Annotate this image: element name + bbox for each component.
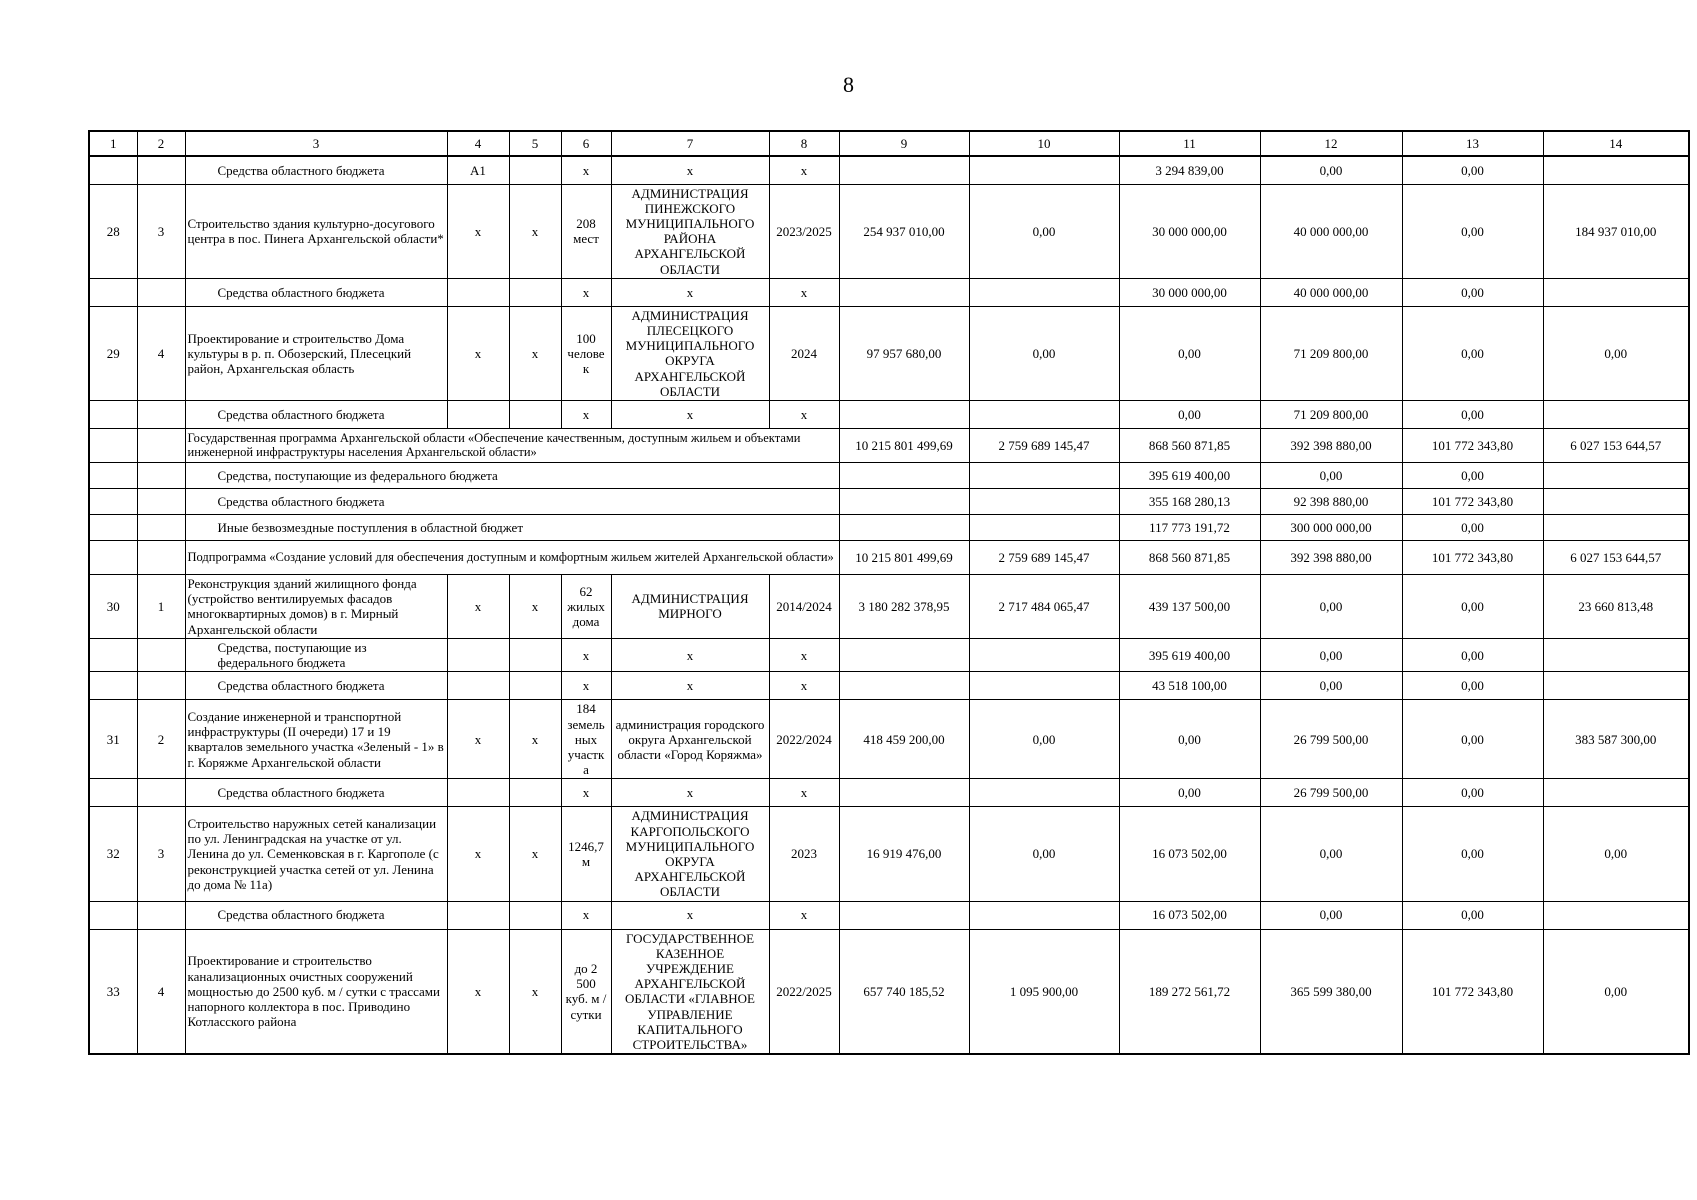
sub-number-cell — [137, 462, 185, 488]
amount-c13: 0,00 — [1402, 278, 1543, 306]
amount-c9 — [839, 672, 969, 700]
amount-c12: 0,00 — [1260, 574, 1402, 638]
amount-c10: 2 759 689 145,47 — [969, 428, 1119, 462]
capacity-cell: 184 земель ных участк а — [561, 700, 611, 779]
amount-c13: 0,00 — [1402, 184, 1543, 278]
amount-c14: 6 027 153 644,57 — [1543, 540, 1689, 574]
row-number-cell — [89, 462, 137, 488]
amount-c11: 189 272 561,72 — [1119, 929, 1260, 1054]
amount-c10: 1 095 900,00 — [969, 929, 1119, 1054]
header-cell: 1 — [89, 131, 137, 156]
customer-cell: АДМИНИСТРАЦИЯ КАРГОПОЛЬСКОГО МУНИЦИПАЛЬНОГО ОКРУГА АРХАНГЕЛЬСКОЙ ОБЛАСТИ — [611, 807, 769, 901]
cell-c7: х — [611, 638, 769, 671]
table-row — [89, 638, 1689, 671]
amount-c9: 254 937 010,00 — [839, 184, 969, 278]
amount-c9 — [839, 514, 969, 540]
cell-c7: х — [611, 400, 769, 428]
sub-number-cell: 4 — [137, 929, 185, 1054]
amount-c12: 40 000 000,00 — [1260, 184, 1402, 278]
sub-number-cell — [137, 901, 185, 929]
customer-cell: администрация городского округа Архангельской области «Город Коряжма» — [611, 700, 769, 779]
row-number-cell: 32 — [89, 807, 137, 901]
sub-number-cell: 3 — [137, 184, 185, 278]
header-cell: 3 — [185, 131, 447, 156]
amount-c11: 395 619 400,00 — [1119, 462, 1260, 488]
table-row — [89, 488, 1689, 514]
amount-c10: 0,00 — [969, 184, 1119, 278]
amount-c10 — [969, 156, 1119, 184]
amount-c12: 0,00 — [1260, 462, 1402, 488]
sub-number-cell — [137, 428, 185, 462]
table-row — [89, 400, 1689, 428]
amount-c14: 23 660 813,48 — [1543, 574, 1689, 638]
object-name-cell: Строительство здания культурно-досугового центра в пос. Пинега Архангельской области* — [185, 184, 447, 278]
sub-number-cell — [137, 638, 185, 671]
amount-c12: 71 209 800,00 — [1260, 306, 1402, 400]
amount-c13: 101 772 343,80 — [1402, 929, 1543, 1054]
amount-c14 — [1543, 278, 1689, 306]
table-row — [89, 574, 1689, 638]
customer-cell: ГОСУДАРСТВЕННОЕ КАЗЕННОЕ УЧРЕЖДЕНИЕ АРХАНГЕЛЬСКОЙ ОБЛАСТИ «ГЛАВНОЕ УПРАВЛЕНИЕ КАПИТАЛЬНОГО СТРОИТЕЛЬСТВА» — [611, 929, 769, 1054]
header-cell: 2 — [137, 131, 185, 156]
sub-number-cell: 4 — [137, 306, 185, 400]
page-number: 8 — [843, 72, 854, 97]
object-name-cell: Реконструкция зданий жилищного фонда (устройство вентилируемых фасадов многоквартирных домов) в г. Мирный Архангельской области — [185, 574, 447, 638]
header-cell: 10 — [969, 131, 1119, 156]
sub-number-cell — [137, 156, 185, 184]
cell-c4 — [447, 672, 509, 700]
amount-c14: 0,00 — [1543, 306, 1689, 400]
customer-cell: АДМИНИСТРАЦИЯ МИРНОГО — [611, 574, 769, 638]
sub-number-cell — [137, 779, 185, 807]
cell-c6: х — [561, 638, 611, 671]
amount-c12: 40 000 000,00 — [1260, 278, 1402, 306]
amount-c11: 439 137 500,00 — [1119, 574, 1260, 638]
funding-source-label: Иные безвозмездные поступления в областной бюджет — [185, 514, 839, 540]
amount-c9 — [839, 779, 969, 807]
cell-c4: х — [447, 574, 509, 638]
amount-c9: 16 919 476,00 — [839, 807, 969, 901]
cell-c6: х — [561, 901, 611, 929]
table-row — [89, 184, 1689, 278]
amount-c12: 0,00 — [1260, 901, 1402, 929]
amount-c13: 0,00 — [1402, 400, 1543, 428]
amount-c13: 0,00 — [1402, 306, 1543, 400]
amount-c11: 0,00 — [1119, 306, 1260, 400]
amount-c14 — [1543, 514, 1689, 540]
funding-source-label: Средства областного бюджета — [185, 779, 447, 807]
amount-c9 — [839, 638, 969, 671]
amount-c14: 6 027 153 644,57 — [1543, 428, 1689, 462]
amount-c11: 868 560 871,85 — [1119, 540, 1260, 574]
period-cell: 2022/2025 — [769, 929, 839, 1054]
object-name-cell: Проектирование и строительство Дома культуры в р. п. Обозерский, Плесецкий район, Архангельская область — [185, 306, 447, 400]
period-cell: 2023/2025 — [769, 184, 839, 278]
cell-c5: х — [509, 574, 561, 638]
row-number-cell — [89, 672, 137, 700]
amount-c11: 117 773 191,72 — [1119, 514, 1260, 540]
customer-cell: АДМИНИСТРАЦИЯ ПИНЕЖСКОГО МУНИЦИПАЛЬНОГО РАЙОНА АРХАНГЕЛЬСКОЙ ОБЛАСТИ — [611, 184, 769, 278]
object-name-cell: Проектирование и строительство канализационных очистных сооружений мощностью до 2500 куб. м / сутки с трассами напорного коллектора в пос. Приводино Котласского района — [185, 929, 447, 1054]
funding-source-label: Средства областного бюджета — [185, 278, 447, 306]
amount-c13: 0,00 — [1402, 156, 1543, 184]
capacity-cell: 208 мест — [561, 184, 611, 278]
amount-c11: 868 560 871,85 — [1119, 428, 1260, 462]
amount-c11: 16 073 502,00 — [1119, 901, 1260, 929]
cell-c8: х — [769, 400, 839, 428]
amount-c11: 30 000 000,00 — [1119, 184, 1260, 278]
funding-source-label: Средства, поступающие из федерального бюджета — [185, 462, 839, 488]
amount-c10 — [969, 462, 1119, 488]
amount-c12: 71 209 800,00 — [1260, 400, 1402, 428]
row-number-cell — [89, 901, 137, 929]
table-row — [89, 156, 1689, 184]
amount-c14 — [1543, 462, 1689, 488]
amount-c12: 26 799 500,00 — [1260, 700, 1402, 779]
amount-c14: 383 587 300,00 — [1543, 700, 1689, 779]
amount-c14: 184 937 010,00 — [1543, 184, 1689, 278]
funding-source-label: Средства, поступающие из федерального бюджета — [185, 638, 447, 671]
amount-c9 — [839, 278, 969, 306]
amount-c14 — [1543, 672, 1689, 700]
table-row — [89, 514, 1689, 540]
cell-c4 — [447, 638, 509, 671]
amount-c9: 3 180 282 378,95 — [839, 574, 969, 638]
amount-c10: 2 759 689 145,47 — [969, 540, 1119, 574]
amount-c11: 0,00 — [1119, 779, 1260, 807]
amount-c9 — [839, 488, 969, 514]
amount-c9 — [839, 400, 969, 428]
header-cell: 5 — [509, 131, 561, 156]
cell-c6: х — [561, 156, 611, 184]
amount-c14 — [1543, 400, 1689, 428]
cell-c7: х — [611, 901, 769, 929]
cell-c5 — [509, 672, 561, 700]
row-number-cell: 33 — [89, 929, 137, 1054]
cell-c5 — [509, 400, 561, 428]
row-number-cell: 31 — [89, 700, 137, 779]
amount-c12: 26 799 500,00 — [1260, 779, 1402, 807]
amount-c12: 0,00 — [1260, 638, 1402, 671]
amount-c9: 10 215 801 499,69 — [839, 540, 969, 574]
header-cell: 8 — [769, 131, 839, 156]
table-row — [89, 306, 1689, 400]
table-row — [89, 807, 1689, 901]
amount-c14 — [1543, 901, 1689, 929]
table-row — [89, 428, 1689, 462]
row-number-cell — [89, 514, 137, 540]
sub-number-cell — [137, 514, 185, 540]
row-number-cell — [89, 278, 137, 306]
row-number-cell: 28 — [89, 184, 137, 278]
amount-c10 — [969, 779, 1119, 807]
cell-c4 — [447, 779, 509, 807]
amount-c14: 0,00 — [1543, 929, 1689, 1054]
cell-c5 — [509, 638, 561, 671]
object-name-cell: Строительство наружных сетей канализации по ул. Ленинградская на участке от ул. Ленина до ул. Семенковская в г. Каргополе (с реконструкцией участка сетей от ул. Ленина до дома № 11а) — [185, 807, 447, 901]
table-row — [89, 278, 1689, 306]
amount-c12: 392 398 880,00 — [1260, 428, 1402, 462]
cell-c6: х — [561, 672, 611, 700]
row-number-cell — [89, 488, 137, 514]
amount-c13: 0,00 — [1402, 901, 1543, 929]
cell-c4: х — [447, 184, 509, 278]
cell-c5: х — [509, 929, 561, 1054]
table-row — [89, 462, 1689, 488]
cell-c5 — [509, 278, 561, 306]
cell-c7: х — [611, 156, 769, 184]
amount-c9 — [839, 462, 969, 488]
cell-c5: х — [509, 807, 561, 901]
table-row — [89, 901, 1689, 929]
amount-c13: 0,00 — [1402, 700, 1543, 779]
amount-c10: 0,00 — [969, 700, 1119, 779]
cell-c4 — [447, 278, 509, 306]
amount-c11: 355 168 280,13 — [1119, 488, 1260, 514]
amount-c9: 418 459 200,00 — [839, 700, 969, 779]
sub-number-cell — [137, 540, 185, 574]
cell-c5 — [509, 901, 561, 929]
table-row — [89, 700, 1689, 779]
cell-c4: А1 — [447, 156, 509, 184]
amount-c12: 0,00 — [1260, 672, 1402, 700]
amount-c14 — [1543, 156, 1689, 184]
header-cell: 13 — [1402, 131, 1543, 156]
amount-c11: 395 619 400,00 — [1119, 638, 1260, 671]
header-row — [89, 131, 1689, 156]
row-number-cell — [89, 540, 137, 574]
header-cell: 4 — [447, 131, 509, 156]
capacity-cell: 1246,7 м — [561, 807, 611, 901]
cell-c6: х — [561, 278, 611, 306]
amount-c12: 0,00 — [1260, 156, 1402, 184]
header-cell: 9 — [839, 131, 969, 156]
sub-number-cell — [137, 488, 185, 514]
cell-c4: х — [447, 929, 509, 1054]
cell-c6: х — [561, 400, 611, 428]
amount-c10 — [969, 488, 1119, 514]
row-number-cell — [89, 156, 137, 184]
cell-c5 — [509, 779, 561, 807]
header-cell: 11 — [1119, 131, 1260, 156]
amount-c11: 30 000 000,00 — [1119, 278, 1260, 306]
period-cell: 2023 — [769, 807, 839, 901]
amount-c13: 0,00 — [1402, 514, 1543, 540]
amount-c14 — [1543, 779, 1689, 807]
amount-c11: 0,00 — [1119, 700, 1260, 779]
cell-c8: х — [769, 638, 839, 671]
period-cell: 2024 — [769, 306, 839, 400]
sub-number-cell — [137, 672, 185, 700]
table-row — [89, 929, 1689, 1054]
cell-c8: х — [769, 901, 839, 929]
amount-c10: 0,00 — [969, 807, 1119, 901]
sub-number-cell — [137, 278, 185, 306]
amount-c13: 101 772 343,80 — [1402, 540, 1543, 574]
budget-table — [88, 130, 1690, 1055]
amount-c11: 43 518 100,00 — [1119, 672, 1260, 700]
row-number-cell: 29 — [89, 306, 137, 400]
cell-c4: х — [447, 306, 509, 400]
amount-c12: 92 398 880,00 — [1260, 488, 1402, 514]
amount-c9: 10 215 801 499,69 — [839, 428, 969, 462]
header-cell: 6 — [561, 131, 611, 156]
program-name-cell: Подпрограмма «Создание условий для обеспечения доступным и комфортным жильем жителей Архангельской области» — [185, 540, 839, 574]
amount-c14 — [1543, 488, 1689, 514]
table-row — [89, 672, 1689, 700]
amount-c9: 657 740 185,52 — [839, 929, 969, 1054]
funding-source-label: Средства областного бюджета — [185, 672, 447, 700]
cell-c6: х — [561, 779, 611, 807]
funding-source-label: Средства областного бюджета — [185, 156, 447, 184]
amount-c13: 101 772 343,80 — [1402, 488, 1543, 514]
amount-c13: 0,00 — [1402, 462, 1543, 488]
capacity-cell: до 2 500 куб. м / сутки — [561, 929, 611, 1054]
row-number-cell — [89, 638, 137, 671]
amount-c13: 0,00 — [1402, 779, 1543, 807]
amount-c10 — [969, 514, 1119, 540]
period-cell: 2022/2024 — [769, 700, 839, 779]
sub-number-cell: 1 — [137, 574, 185, 638]
capacity-cell: 62 жилых дома — [561, 574, 611, 638]
amount-c13: 0,00 — [1402, 638, 1543, 671]
amount-c9 — [839, 901, 969, 929]
amount-c10 — [969, 400, 1119, 428]
amount-c11: 16 073 502,00 — [1119, 807, 1260, 901]
amount-c13: 0,00 — [1402, 807, 1543, 901]
cell-c7: х — [611, 779, 769, 807]
table-row — [89, 779, 1689, 807]
amount-c13: 0,00 — [1402, 574, 1543, 638]
cell-c5: х — [509, 306, 561, 400]
period-cell: 2014/2024 — [769, 574, 839, 638]
customer-cell: АДМИНИСТРАЦИЯ ПЛЕСЕЦКОГО МУНИЦИПАЛЬНОГО ОКРУГА АРХАНГЕЛЬСКОЙ ОБЛАСТИ — [611, 306, 769, 400]
amount-c10 — [969, 901, 1119, 929]
amount-c13: 0,00 — [1402, 672, 1543, 700]
cell-c7: х — [611, 278, 769, 306]
amount-c9: 97 957 680,00 — [839, 306, 969, 400]
amount-c12: 0,00 — [1260, 807, 1402, 901]
amount-c10 — [969, 638, 1119, 671]
table-row — [89, 540, 1689, 574]
amount-c9 — [839, 156, 969, 184]
funding-source-label: Средства областного бюджета — [185, 488, 839, 514]
amount-c10: 2 717 484 065,47 — [969, 574, 1119, 638]
amount-c14: 0,00 — [1543, 807, 1689, 901]
header-cell: 12 — [1260, 131, 1402, 156]
cell-c4: х — [447, 807, 509, 901]
cell-c7: х — [611, 672, 769, 700]
row-number-cell: 30 — [89, 574, 137, 638]
header-cell: 14 — [1543, 131, 1689, 156]
funding-source-label: Средства областного бюджета — [185, 400, 447, 428]
cell-c8: х — [769, 278, 839, 306]
cell-c5: х — [509, 700, 561, 779]
funding-source-label: Средства областного бюджета — [185, 901, 447, 929]
sub-number-cell: 2 — [137, 700, 185, 779]
cell-c5: х — [509, 184, 561, 278]
object-name-cell: Создание инженерной и транспортной инфраструктуры (II очереди) 17 и 19 кварталов земельного участка «Зеленый - 1» в г. Коряжме Архангельской области — [185, 700, 447, 779]
capacity-cell: 100 челове к — [561, 306, 611, 400]
cell-c8: х — [769, 156, 839, 184]
amount-c14 — [1543, 638, 1689, 671]
cell-c8: х — [769, 672, 839, 700]
cell-c8: х — [769, 779, 839, 807]
cell-c4 — [447, 901, 509, 929]
amount-c10: 0,00 — [969, 306, 1119, 400]
amount-c13: 101 772 343,80 — [1402, 428, 1543, 462]
amount-c11: 0,00 — [1119, 400, 1260, 428]
cell-c4: х — [447, 700, 509, 779]
amount-c12: 365 599 380,00 — [1260, 929, 1402, 1054]
header-cell: 7 — [611, 131, 769, 156]
amount-c12: 392 398 880,00 — [1260, 540, 1402, 574]
cell-c4 — [447, 400, 509, 428]
row-number-cell — [89, 428, 137, 462]
amount-c11: 3 294 839,00 — [1119, 156, 1260, 184]
row-number-cell — [89, 400, 137, 428]
program-name-cell: Государственная программа Архангельской области «Обеспечение качественным, доступным жильем и объектами инженерной инфраструктуры населения Архангельской области» — [185, 428, 839, 462]
amount-c10 — [969, 672, 1119, 700]
row-number-cell — [89, 779, 137, 807]
sub-number-cell: 3 — [137, 807, 185, 901]
cell-c5 — [509, 156, 561, 184]
amount-c12: 300 000 000,00 — [1260, 514, 1402, 540]
sub-number-cell — [137, 400, 185, 428]
amount-c10 — [969, 278, 1119, 306]
